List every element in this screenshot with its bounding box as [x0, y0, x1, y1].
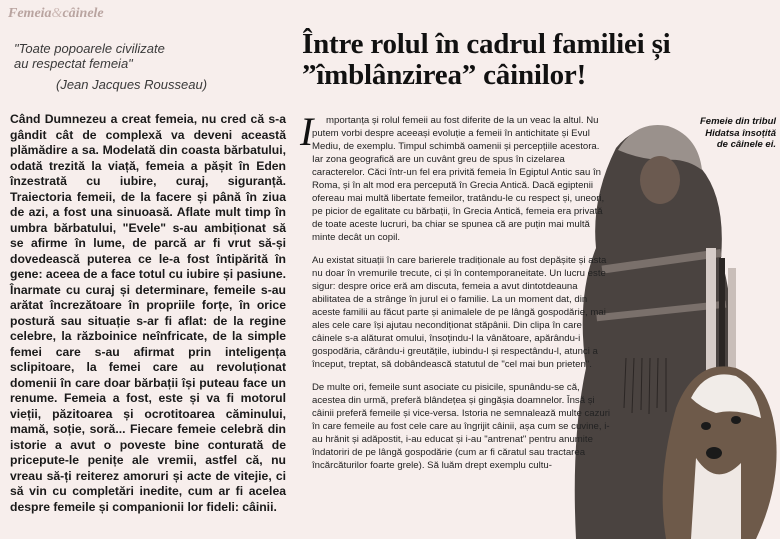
title-line-1: Între rolul în cadrul familiei și [302, 28, 671, 60]
paragraph-1: mportanța și rolul femeii au fost diferite de la un veac la altul. Nu putem vorbi despre aceeași evoluție a femeii în antichitate și Evul Mediu, de exemplu. Timpul schimbă oamenii și percepțiile acestora. Iar zona geografică are un cuvânt greu de spus în cizelarea caracterelor. Căci într-un fel era privită femeia în Egiptul Antic sau în Roma, și în alt mod era percepută în Grecia Antică. Dacă egiptenii ofereau mai multă libertate femeilor, tratându-le cu respect și, uneori, pe picior de egalitate cu bărbații, în Grecia Antică, femeia era privată de toate aceste lucruri, ba chiar se spunea că are puțin mai multă minte decât un copil. [312, 115, 605, 243]
quote-line-2: au respectat femeia" [14, 56, 133, 71]
quote-author: (Jean Jacques Rousseau) [56, 77, 208, 92]
article-title [302, 29, 772, 91]
intro-column: Când Dumnezeu a creat femeia, nu cred că s-a gândit cât de complexă va deveni această plămădire a sa. Modelată din coasta bărbatului, odată trezită la viață, femeia a pășit în Eden înzestrată cu iubire, curaj, siguranță. Traiectoria femeii, de la facere și până în ziua de azi, a fost una sinuoasă. Aflate mult timp în umbra bărbatului, "Evele" s-au ambiționat să se afirme în lume, de parcă ar fi vrut să-și dovedească puterea ce le-a fost întipărită în gene: aceea de a face totul cu iubire și pasiune. Înarmate cu curaj și determinare, femeile s-au arătat încrezătoare în propriile forțe, în orice postură sau situație s-ar fi aflat: de la regine celebre, la războinice neînfricate, de la simple femei care s-au afirmat prin inteligența sclipitoare, la femei care au revoluționat domenii în care doar bărbații își puteau face un renume. Femeia a fost, este și va fi motorul vieții, păzitoarea și ocrotitoarea căminului, mamă, soție, soră... Fiecare femeie celebră din istorie a avut o poveste bine conturată de pricepute-le penițe ale vremii, astfel că, nu vreau să-ți reiterez amoruri și acte de vitejie, ci să vin cu completări inedite, cum ar fi acelea despre femeile și companionii lor fideli: câinii. [10, 112, 286, 514]
epigraph-quote [14, 41, 264, 71]
title-line-2: ”îmblânzirea” câinilor! [302, 59, 587, 91]
paragraph-2: Au existat situații în care barierele tradiționale au fost depășite și asta nu doar în vremurile trecute, ci și în contemporaneitate. Un lucru este sigur: despre orice eră am discuta, femeia a avut dintotdeauna abilitatea de a strânge în jurul ei o familie. La un moment dat, din aceste familii au făcut parte și animalele de pe lângă gospodărie, mai ales cele care își ajutau necondiționat stăpânii. Din clipa în care câinele s-a alăturat omului, însoțindu-l la vânătoare, apărându-i gospodăria, cărându-i greutățile, iubindu-l și respectându-l, atunci a început, treptat, să dobândească statutul de "cel mai bun prieten". [312, 255, 607, 370]
quote-line-1: "Toate popoarele civilizate [14, 41, 165, 56]
paragraph-3: De multe ori, femeile sunt asociate cu pisicile, spunându-se că, acestea din urmă, preferă blândețea și gingășia doamnelor. Însă și câinii preferă femeile și vice-versa. Istoria ne semnalează multe cazuri în care femeile au fost cele care au îngrijit câinii, așa cum se cuvine, i-au hrănit și adăpostit, i-au educat și i-au "antrenat" pentru anumite îndatoriri de pe lângă gospodărie (cum ar fi căratul sau tractarea încărcăturilor foarte grele). Să luăm drept exemplu cultu- [312, 382, 611, 471]
drop-cap: I [300, 109, 314, 154]
magazine-header [8, 6, 104, 22]
article-body [312, 114, 612, 482]
header-ampersand: & [51, 6, 63, 21]
header-word-2: câinele [62, 6, 104, 21]
header-word-1: Femeia [8, 6, 52, 21]
photo-caption: Femeie din tribul Hidatsa însoțită de câinele ei. [700, 116, 777, 150]
